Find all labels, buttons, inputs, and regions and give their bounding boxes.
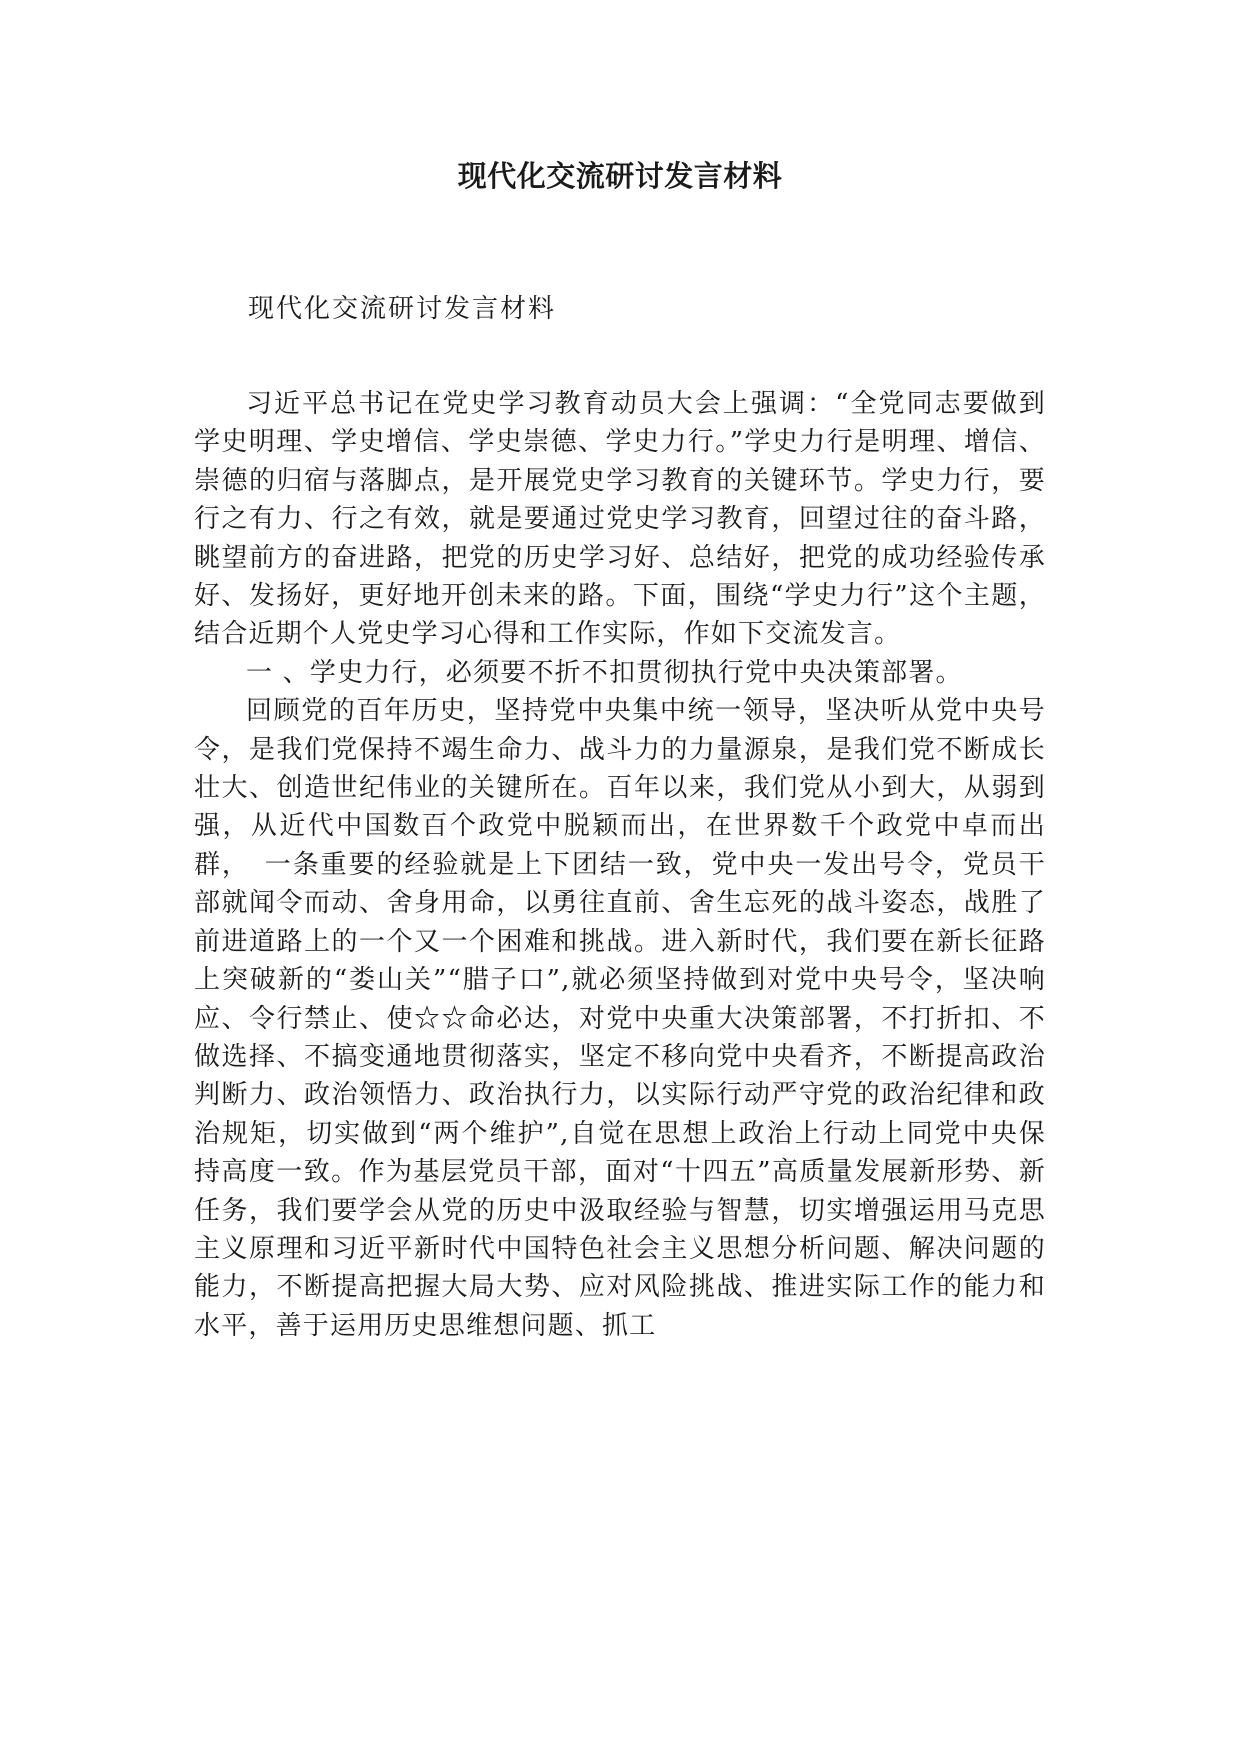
- document-body: [194, 385, 1046, 1345]
- document-title: 现代化交流研讨发言材料: [457, 159, 783, 193]
- paragraph-intro: 习近平总书记在党史学习教育动员大会上强调：“全党同志要做到学史明理、学史增信、学史崇德、学史力行。”学史力行是明理、增信、崇德的归宿与落脚点，是开展党史学习教育的关键环节。学史力行，要行之有力、行之有效，就是要通过党史学习教育，回望过往的奋斗路，眺望前方的奋进路，把党的历史学习好、总结好，把党的成功经验传承好、发扬好，更好地开创未来的路。下面，围绕“学史力行”这个主题，结合近期个人党史学习心得和工作实际，作如下交流发言。: [194, 389, 1046, 650]
- paragraph-section-1: 回顾党的百年历史，坚持党中央集中统一领导，坚决听从党中央号令，是我们党保持不竭生命力、战斗力的力量源泉，是我们党不断成长壮大、创造世纪伟业的关键所在。百年以来，我们党从小到大，从弱到强，从近代中国数百个政党中脱颖而出，在世界数千个政党中卓而出群， 一条重要的经验就是上下团结一致，党中央一发出号令，党员干部就闻令而动、舍身用命，以勇往直前、舍生忘死的战斗姿态，战胜了前进道路上的一个又一个困难和挑战。进入新时代，我们要在新长征路上突破新的“娄山关”“腊子口”,就必须坚持做到对党中央号令，坚决响应、令行禁止、使☆☆命必达，对党中央重大决策部署，不打折扣、不做选择、不搞变通地贯彻落实，坚定不移向党中央看齐，不断提高政治判断力、政治领悟力、政治执行力，以实际行动严守党的政治纪律和政治规矩，切实做到“两个维护”,自觉在思想上政治上行动上同党中央保持高度一致。作为基层党员干部，面对“十四五”高质量发展新形势、新任务，我们要学会从党的历史中汲取经验与智慧，切实增强运用马克思主义原理和习近平新时代中国特色社会主义思想分析问题、解决问题的能力，不断提高把握大局大势、应对风险挑战、推进实际工作的能力和水平，善于运用历史思维想问题、抓工: [194, 696, 1046, 1341]
- document-subtitle: 现代化交流研讨发言材料: [248, 294, 557, 324]
- section-heading-1: 一 、学史力行，必须要不折不扣贯彻执行党中央决策部署。: [246, 657, 963, 688]
